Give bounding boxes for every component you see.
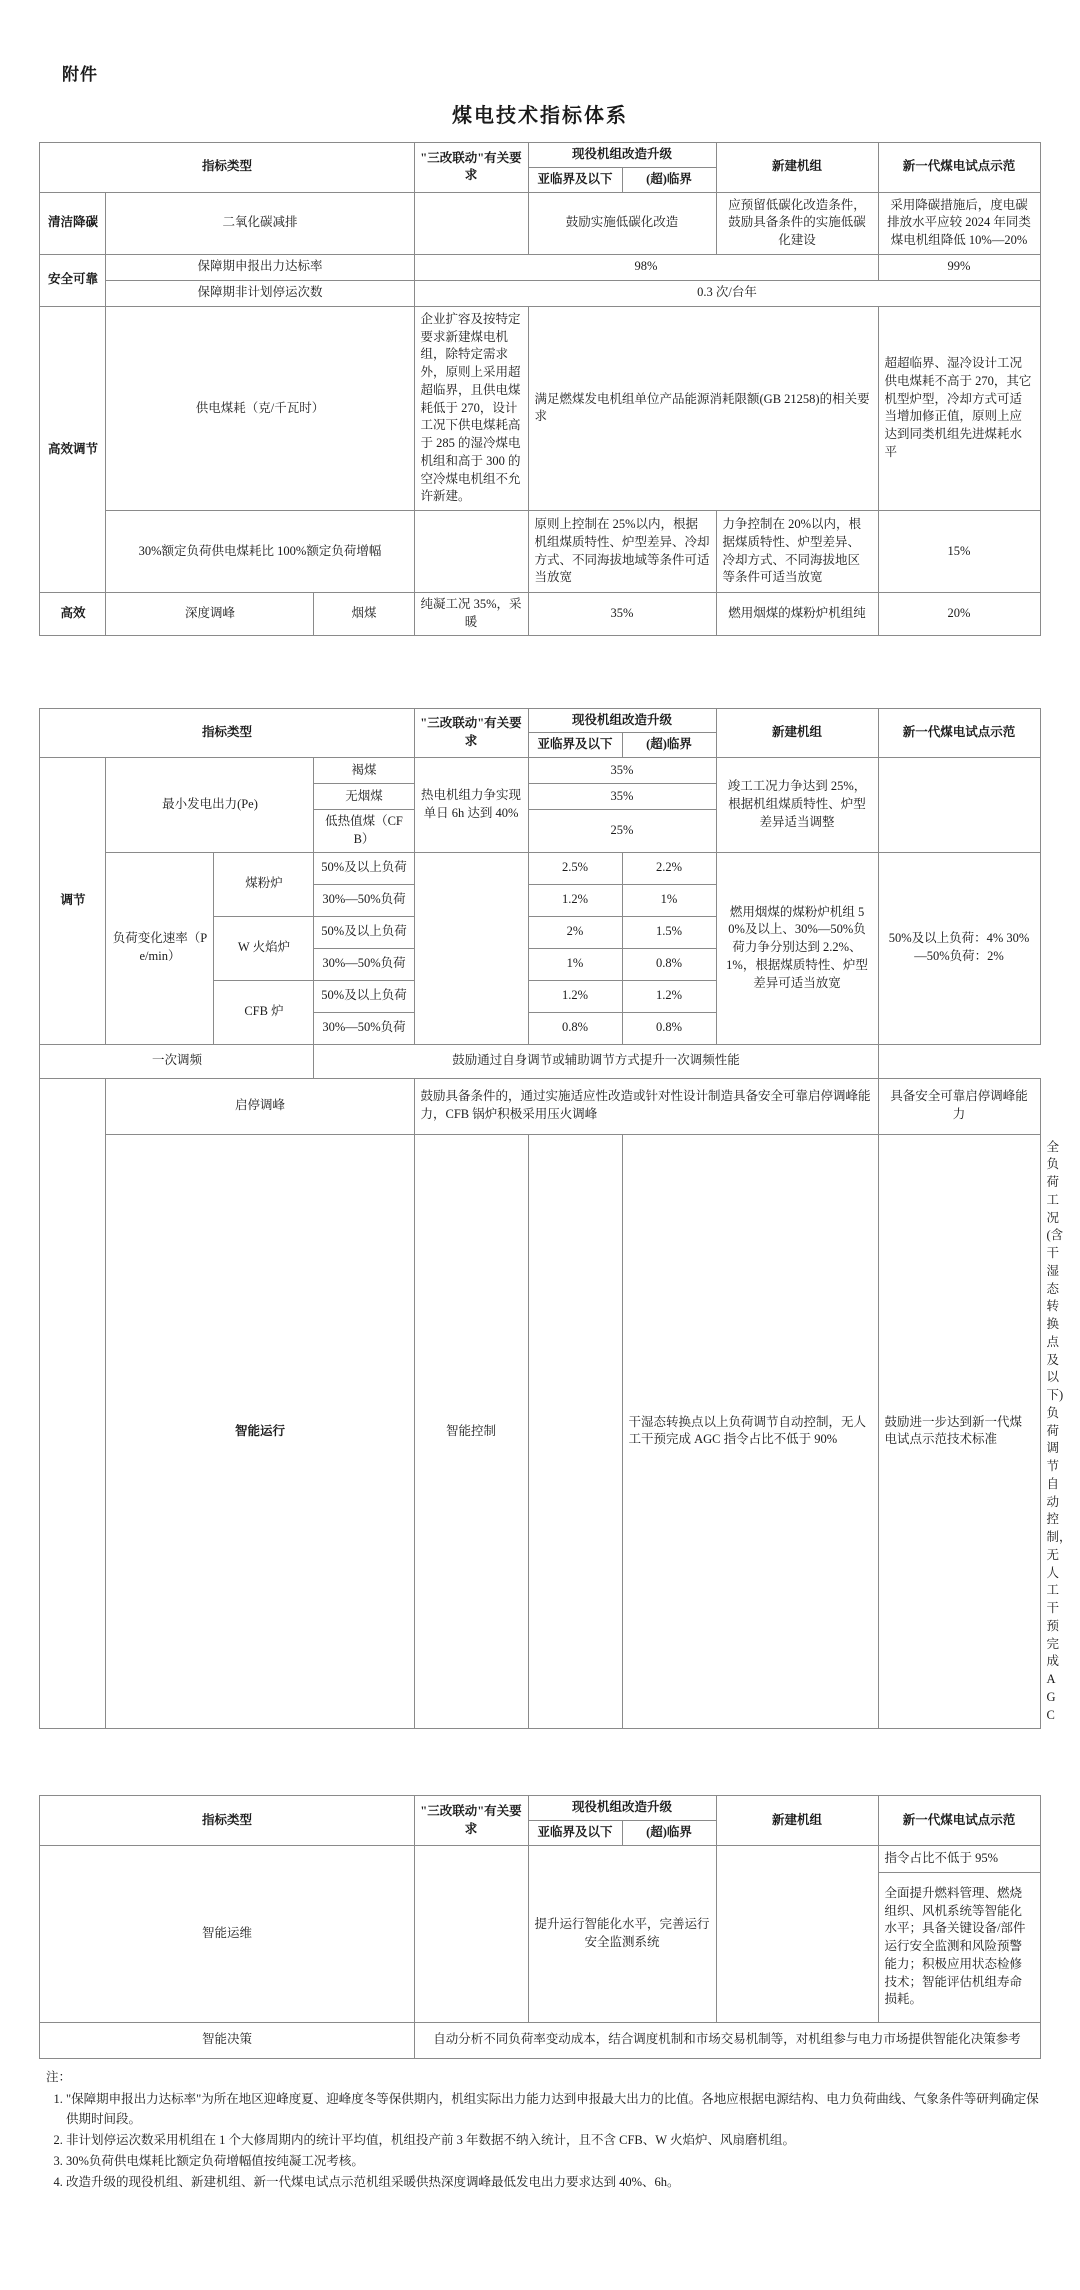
item-smart-control: 智能控制 [414, 1134, 528, 1729]
table-header-row [40, 143, 1040, 168]
th-demo-3: 新一代煤电试点示范 [878, 1796, 1040, 1846]
load-band: 50%及以上负荷 [314, 980, 414, 1012]
load-band: 50%及以上负荷 [314, 852, 414, 884]
val-min-2: 25% [528, 810, 716, 853]
cell-demo-t3-1: 全面提升燃料管理、燃烧组织、风机系统等智能化水平；具备关键设备/部件运行安全监测和风险预警能力；积极应用状态检修技术；智能评估机组寿命损耗。 [878, 1872, 1040, 2022]
th-subcritical: 亚临界及以下 [528, 167, 622, 192]
cell-retrofit-4: 原则上控制在 25%以内，根据机组煤质特性、炉型差异、冷却方式、不同海拔地域等条件可适当放宽 [528, 511, 716, 593]
cell-three-3: 企业扩容及按特定要求新建煤电机组，除特定需求外，原则上采用超超临界，且供电煤耗低于 270，设计工况下供电煤耗高于 285 的湿冷煤电机组和高于 300 的空冷煤电机组不允许新建。 [414, 306, 528, 510]
th-subcritical-2: 亚临界及以下 [528, 733, 622, 758]
cell-demo-0: 采用降碳措施后，度电碳排放水平应较 2024 年同类煤电机组降低 10%—20% [878, 192, 1040, 254]
cell-three-min: 热电机组力争实现单日 6h 达到 40% [414, 758, 528, 853]
cell-merged-primary-freq: 鼓励通过自身调节或辅助调节方式提升一次调频性能 [314, 1044, 878, 1078]
attachment-label: 附件 [62, 65, 98, 84]
cat-clean-carbon: 清洁降碳 [40, 192, 106, 254]
cat-regulation: 调节 [40, 758, 106, 1045]
th-new-unit-2: 新建机组 [716, 708, 878, 758]
ramp-super: 0.8% [622, 1012, 716, 1044]
cell-three-smart [528, 1134, 622, 1729]
table-row [40, 511, 1040, 593]
th-supercritical-2: (超)临界 [622, 733, 716, 758]
th-demo: 新一代煤电试点示范 [878, 143, 1040, 193]
cell-demo-3: 超超临界、湿冷设计工况供电煤耗不高于 270，其它机型炉型，冷却方式可适当增加修正值，原则上应达到同类机组先进煤耗水平 [878, 306, 1040, 510]
cat-smart-operation: 智能运行 [106, 1134, 414, 1729]
cell-demo-t3-0: 指令占比不低于 95% [878, 1845, 1040, 1872]
notes-label: 注： [46, 2069, 72, 2084]
th-demo-2: 新一代煤电试点示范 [878, 708, 1040, 758]
val-min-1: 35% [528, 784, 716, 810]
table-row [40, 1044, 1040, 1078]
th-new-unit: 新建机组 [716, 143, 878, 193]
item-bitumite: 烟煤 [314, 593, 414, 636]
table-row [40, 2022, 1040, 2058]
fuel-brown-coal: 褐煤 [314, 758, 414, 784]
cat-safety: 安全可靠 [40, 254, 106, 306]
ramp-sub: 2.5% [528, 852, 622, 884]
cell-new-smart: 鼓励进一步达到新一代煤电试点示范技术标准 [878, 1134, 1040, 1729]
cell-demo-min [878, 758, 1040, 853]
item-deep-peak: 深度调峰 [106, 593, 314, 636]
furnace-pulverized: 煤粉炉 [214, 852, 314, 916]
item-coal-consumption: 供电煤耗（克/千瓦时） [106, 306, 414, 510]
notes-section [40, 2067, 1040, 2192]
th-type-3: 指标类型 [40, 1796, 414, 1846]
cell-new-0: 应预留低碳化改造条件，鼓励具备条件的实施低碳化建设 [716, 192, 878, 254]
table-header-row [40, 1796, 1040, 1821]
cell-retrofit-smart: 干湿态转换点以上负荷调节自动控制，无人工干预完成 AGC 指令占比不低于 90% [622, 1134, 878, 1729]
cell-new-5: 燃用烟煤的煤粉炉机组纯 [716, 593, 878, 636]
th-retrofit-3: 现役机组改造升级 [528, 1796, 716, 1821]
page-title: 煤电技术指标体系 [452, 105, 628, 127]
ramp-sub: 1.2% [528, 884, 622, 916]
ramp-super: 1.5% [622, 916, 716, 948]
load-band: 30%—50%负荷 [314, 948, 414, 980]
table-row [40, 758, 1040, 784]
ramp-super: 1% [622, 884, 716, 916]
ramp-super: 2.2% [622, 852, 716, 884]
th-retrofit-2: 现役机组改造升级 [528, 708, 716, 733]
cell-demo-1: 99% [878, 254, 1040, 280]
th-three-reform-3: "三改联动"有关要求 [414, 1796, 528, 1846]
cell-merged-start-stop: 鼓励具备条件的，通过实施适应性改造或针对性设计制造具备安全可靠启停调峰能力，CFB 锅炉积极采用压火调峰 [414, 1078, 878, 1134]
cell-three-0 [414, 192, 528, 254]
item-start-stop-peak: 启停调峰 [106, 1078, 414, 1134]
table-row [40, 593, 1040, 636]
note-item: 2. 非计划停运次数采用机组在 1 个大修周期内的统计平均值，机组投产前 3 年数据不纳入统计，且不含 CFB、W 火焰炉、风扇磨机组。 [66, 2130, 1040, 2150]
cell-new-t3 [716, 1845, 878, 2022]
load-band: 30%—50%负荷 [314, 1012, 414, 1044]
th-three-reform: "三改联动"有关要求 [414, 143, 528, 193]
cell-new-min: 竣工工况力争达到 25%，根据机组煤质特性、炉型差异适当调整 [716, 758, 878, 853]
load-band: 50%及以上负荷 [314, 916, 414, 948]
ramp-sub: 1.2% [528, 980, 622, 1012]
furnace-cfb: CFB 炉 [214, 980, 314, 1044]
load-band: 30%—50%负荷 [314, 884, 414, 916]
cell-retrofit-5: 35% [528, 593, 716, 636]
cell-three-5: 纯凝工况 35%，采暖 [414, 593, 528, 636]
section-gap [34, 636, 1046, 708]
fuel-anthracite: 无烟煤 [314, 784, 414, 810]
note-item: 3. 30%负荷供电煤耗比额定负荷增幅值按纯凝工况考核。 [66, 2151, 1040, 2171]
cat-regulation-cont [40, 1078, 106, 1729]
item-min-output: 最小发电出力(Pe) [106, 758, 314, 853]
cell-new-ramp: 燃用烟煤的煤粉炉机组 50%及以上、30%—50%负荷力争分别达到 2.2%、1%，根据煤质特性、炉型差异可适当放宽 [716, 852, 878, 1044]
cell-demo-5: 20% [878, 593, 1040, 636]
item-smart-maintenance: 智能运维 [40, 1845, 414, 2022]
val-min-0: 35% [528, 758, 716, 784]
note-item: 1. "保障期申报出力达标率"为所在地区迎峰度夏、迎峰度冬等保供期内，机组实际出力能力达到申报最大出力的比值。各地应根据电源结构、电力负荷曲线、气象条件等研判确定保供期时间段。 [66, 2089, 1040, 2129]
notes-list [40, 2089, 1040, 2192]
th-supercritical-3: (超)临界 [622, 1821, 716, 1846]
cell-three-ramp [414, 852, 528, 1044]
cell-retrofit-0: 鼓励实施低碳化改造 [528, 192, 716, 254]
th-type-2: 指标类型 [40, 708, 414, 758]
ramp-sub: 1% [528, 948, 622, 980]
table-row [40, 192, 1040, 254]
th-supercritical: (超)临界 [622, 167, 716, 192]
table-row: 智能运行 智能控制 干湿态转换点以上负荷调节自动控制，无人工干预完成 AGC 指令占比不低于 90% 鼓励进一步达到新一代煤电试点示范技术标准 全负荷工况(含干湿态转换点及以下)负荷调节自动控制，无人工干预完成 AGC [40, 1134, 1040, 1729]
item-unplanned-stop: 保障期非计划停运次数 [106, 280, 414, 306]
table-row [40, 1078, 1040, 1134]
item-30pct-increase: 30%额定负荷供电煤耗比 100%额定负荷增幅 [106, 511, 414, 593]
cell-mid-3: 满足燃煤发电机组单位产品能源消耗限额(GB 21258)的相关要求 [528, 306, 878, 510]
ramp-super: 1.2% [622, 980, 716, 1012]
item-ramp-rate: 负荷变化速率（Pe/min） [106, 852, 214, 1044]
table-indicator-system-part2 [39, 708, 1072, 1730]
th-new-unit-3: 新建机组 [716, 1796, 878, 1846]
ramp-sub: 2% [528, 916, 622, 948]
th-three-reform-2: "三改联动"有关要求 [414, 708, 528, 758]
cell-merged-1: 98% [414, 254, 878, 280]
cell-demo-ramp: 50%及以上负荷：4% 30%—50%负荷：2% [878, 852, 1040, 1044]
item-primary-frequency: 一次调频 [40, 1044, 314, 1078]
cat-efficient-regulation: 高效调节 [40, 306, 106, 592]
cell-retrofit-t3: 提升运行智能化水平，完善运行安全监测系统 [528, 1845, 716, 2022]
th-type: 指标类型 [40, 143, 414, 193]
cell-demo-start-stop: 具备安全可靠启停调峰能力 [878, 1078, 1040, 1134]
furnace-w-flame: W 火焰炉 [214, 916, 314, 980]
note-item: 4. 改造升级的现役机组、新建机组、新一代煤电试点示范机组采暖供热深度调峰最低发电出力要求达到 40%、6h。 [66, 2172, 1040, 2192]
table-row [40, 306, 1040, 510]
th-subcritical-3: 亚临界及以下 [528, 1821, 622, 1846]
cell-three-t3 [414, 1845, 528, 2022]
table-indicator-system-part3 [39, 1795, 1040, 2058]
table-row [40, 1845, 1040, 1872]
item-smart-decision: 智能决策 [40, 2022, 414, 2058]
ramp-super: 0.8% [622, 948, 716, 980]
cell-demo-4: 15% [878, 511, 1040, 593]
table-header-row [40, 708, 1040, 733]
ramp-sub: 0.8% [528, 1012, 622, 1044]
item-co2: 二氧化碳减排 [106, 192, 414, 254]
cell-new-4: 力争控制在 20%以内，根据煤质特性、炉型差异、冷却方式、不同海拔地区等条件可适当放宽 [716, 511, 878, 593]
table-indicator-system-part1 [39, 142, 1040, 636]
section-gap-2 [34, 1729, 1046, 1795]
fuel-cfb: 低热值煤（CFB） [314, 810, 414, 853]
table-row [40, 280, 1040, 306]
table-row [40, 852, 1040, 884]
cell-three-4 [414, 511, 528, 593]
cat-efficient: 高效 [40, 593, 106, 636]
cell-merged-smart-decision: 自动分析不同负荷率变动成本，结合调度机制和市场交易机制等，对机组参与电力市场提供智能化决策参考 [414, 2022, 1040, 2058]
th-retrofit: 现役机组改造升级 [528, 143, 716, 168]
cell-merged-2: 0.3 次/台年 [414, 280, 1040, 306]
item-output-rate: 保障期申报出力达标率 [106, 254, 414, 280]
table-row [40, 254, 1040, 280]
